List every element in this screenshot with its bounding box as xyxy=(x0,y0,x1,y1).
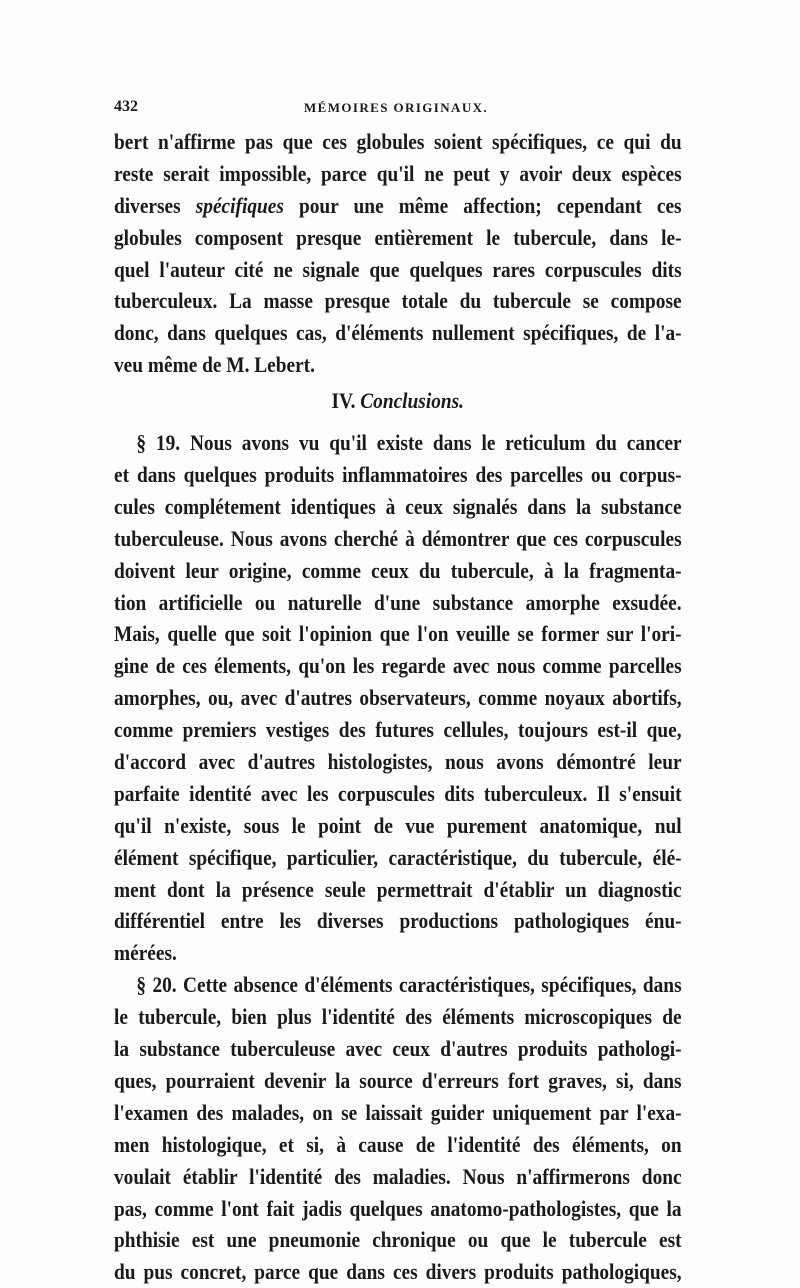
text-line: men histologique, et si, à cause de l'identité des éléments, on xyxy=(114,1131,682,1157)
text-line: diverses spécifiques pour une même affection; cependant ces xyxy=(114,192,682,218)
text-line: cules complétement identiques à ceux signalés dans la substance xyxy=(114,493,682,519)
text-line: ment dont la présence seule permettrait d'établir un diagnostic xyxy=(114,876,682,902)
text-line: élément spécifique, particulier, caractéristique, du tubercule, élé- xyxy=(114,844,682,870)
text-line: tuberculeuse. Nous avons cherché à démontrer que ces corpuscules xyxy=(114,525,682,551)
running-head xyxy=(114,98,688,120)
text-line: donc, dans quelques cas, d'éléments nullement spécifiques, de l'a- xyxy=(114,320,682,346)
text-line: Mais, quelle que soit l'opinion que l'on veuille se former sur l'ori- xyxy=(114,621,682,647)
italic-word: spécifiques xyxy=(195,192,284,218)
text-line: le tubercule, bien plus l'identité des éléments microscopiques de xyxy=(114,1004,682,1030)
text-line: l'examen des malades, on se laissait guider uniquement par l'exa- xyxy=(114,1099,682,1125)
text-line: globules composent presque entièrement le tubercule, dans le- xyxy=(114,224,682,250)
text-line: et dans quelques produits inflammatoires des parcelles ou corpus- xyxy=(114,462,682,488)
page-number: 432 xyxy=(114,98,138,115)
paragraph-first-line: § 19. Nous avons vu qu'il existe dans le reticulum du cancer xyxy=(136,430,682,456)
text-line: parfaite identité avec les corpuscules dits tuberculeux. Il s'ensuit xyxy=(114,780,682,806)
text-line: phthisie est une pneumonie chronique ou que le tubercule est xyxy=(114,1227,682,1253)
text-line: pas, comme l'ont fait jadis quelques anatomo-pathologistes, que la xyxy=(114,1195,682,1221)
text-line: tuberculeux. La masse presque totale du tubercule se compose xyxy=(114,288,682,314)
text-line: différentiel entre les diverses productions pathologiques énu- xyxy=(114,908,682,934)
text-line: quel l'auteur cité ne signale que quelques rares corpuscules dits xyxy=(114,256,682,282)
text-line: tion artificielle ou naturelle d'une substance amorphe exsudée. xyxy=(114,589,682,615)
section-heading-title: Conclusions. xyxy=(360,388,465,414)
text-line: mérées. xyxy=(114,940,177,966)
text-line: la substance tuberculeuse avec ceux d'autres produits pathologi- xyxy=(114,1036,682,1062)
section-heading xyxy=(114,381,682,427)
text-line: ques, pourraient devenir la source d'erreurs fort graves, si, dans xyxy=(114,1067,682,1093)
paragraph-first-line: § 20. Cette absence d'éléments caractéristiques, spécifiques, dans xyxy=(136,972,682,998)
body-text xyxy=(114,126,682,1288)
section-heading-number: IV. xyxy=(331,388,356,414)
text-line: qu'il n'existe, sous le point de vue purement anatomique, nul xyxy=(114,812,682,838)
running-title: MÉMOIRES ORIGINAUX. xyxy=(304,100,489,115)
text-line: reste serait impossible, parce qu'il ne peut y avoir deux espèces xyxy=(114,160,682,186)
text-line: bert n'affirme pas que ces globules soient spécifiques, ce qui du xyxy=(114,129,682,154)
text-line: voulait établir l'identité des maladies. Nous n'affirmerons donc xyxy=(114,1163,682,1189)
text-line: amorphes, ou, avec d'autres observateurs, comme noyaux abortifs, xyxy=(114,685,682,711)
text-line: veu même de M. Lebert. xyxy=(114,352,315,378)
text-line: gine de ces élements, qu'on les regarde avec nous comme parcelles xyxy=(114,653,682,679)
text-line: comme premiers vestiges des futures cellules, toujours est-il que, xyxy=(114,717,682,743)
text-line: d'accord avec d'autres histologistes, nous avons démontré leur xyxy=(114,749,682,775)
text-line: du pus concret, parce que dans ces divers produits pathologiques, xyxy=(114,1259,682,1285)
text-line: doivent leur origine, comme ceux du tubercule, à la fragmenta- xyxy=(114,557,682,583)
